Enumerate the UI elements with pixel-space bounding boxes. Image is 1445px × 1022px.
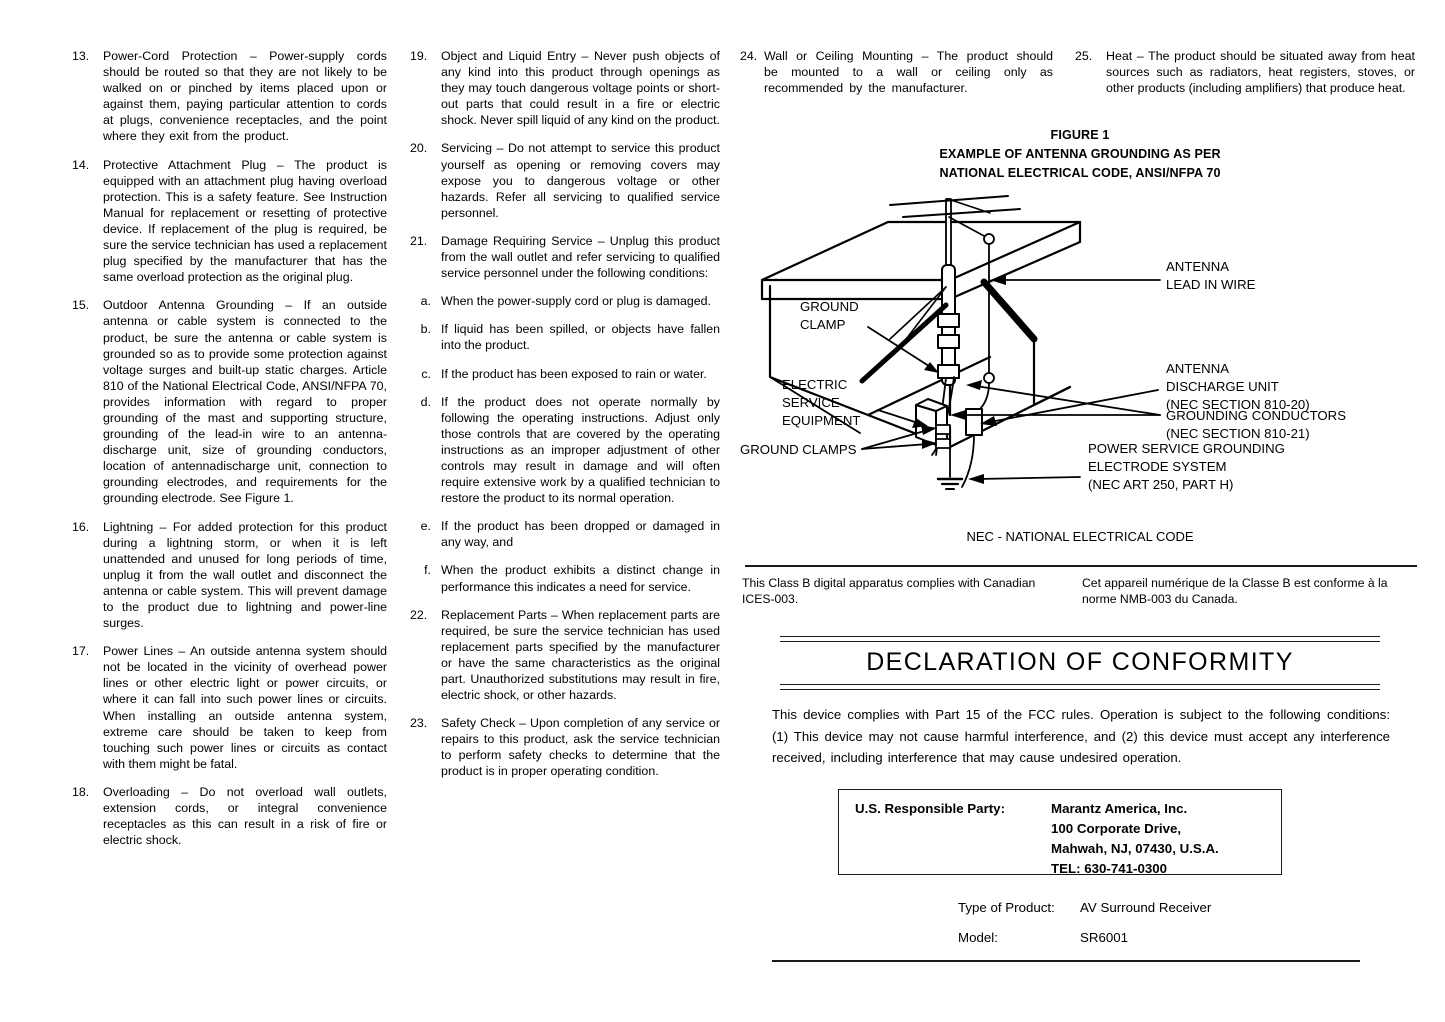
item-number: 20. <box>410 141 428 156</box>
address-line-2: 100 Corporate Drive, <box>1051 821 1182 836</box>
ices-french: Cet appareil numérique de la Classe B est conforme à la norme NMB-003 du Canada. <box>1082 576 1388 606</box>
item-number: 19. <box>410 49 428 63</box>
item-text: Damage Requiring Service – Unplug this product from the wall outlet and refer servicing to qualified service personnel under the following conditions: <box>441 233 720 281</box>
item-number: 13. <box>72 49 90 63</box>
declaration-body-text: This device complies with Part 15 of the FCC rules. Operation is subject to the following conditions: (1) This device may not cause harmful interference, and (2) this device must accept any interference received, including interference that may cause undesired operation. <box>772 707 1390 765</box>
responsible-party-content <box>839 790 1281 879</box>
safety-subitem-b <box>410 321 720 353</box>
safety-subitem-e <box>410 518 720 550</box>
item-number: 22. <box>410 607 428 622</box>
product-type-value: AV Surround Receiver <box>1080 900 1212 915</box>
antenna-grounding-diagram <box>740 187 1420 527</box>
subitem-text: If the product has been exposed to rain or water. <box>441 366 707 381</box>
label-electric-service-3: EQUIPMENT <box>782 413 861 428</box>
address-line-3: Mahwah, NJ, 07430, U.S.A. <box>1051 841 1219 856</box>
figure-title-line-3: NATIONAL ELECTRICAL CODE, ANSI/NFPA 70 <box>939 166 1221 180</box>
safety-subitem-a <box>410 293 720 309</box>
product-model-value: SR6001 <box>1080 930 1129 945</box>
item-number: 15. <box>72 298 90 313</box>
safety-item-20 <box>410 140 720 220</box>
safety-item-23 <box>410 715 720 779</box>
item-text: Outdoor Antenna Grounding – If an outside antenna or cable system is connected to the product, be sure the antenna or cable system is grounded so as to provide some protection against voltage surges and built-up static charges. Article 810 of the National Electrical Code, ANSI/NFPA 70, provides information with regard to proper grounding of the mast and supporting structure, grounding of the lead-in wire to an antenna-discharge unit, size of grounding conductors, location of antennadischarge unit, connection to grounding electrodes, and requirements for the grounding electrode. See Figure 1. <box>103 298 387 506</box>
declaration-of-conformity-block <box>740 636 1420 769</box>
item-number: 16. <box>72 519 90 534</box>
item-number: 21. <box>410 233 428 248</box>
subitem-letter: a. <box>420 294 431 309</box>
product-type-label: Type of Product: <box>958 900 1055 915</box>
label-power-service-2: ELECTRODE SYSTEM <box>1088 459 1227 474</box>
figure-1-block <box>740 126 1420 544</box>
item-text: Object and Liquid Entry – Never push objects of any kind into this product through openings as they may touch dangerous voltage points or short-out parts that could result in a fire or electric shock. Never spill liquid of any kind on the product. <box>441 49 720 128</box>
safety-item-22 <box>410 607 720 704</box>
item-text: Safety Check – Upon completion of any service or repairs to this product, ask the service technician to perform safety checks to determine that the product is in proper operating condition. <box>441 716 720 779</box>
subitem-letter: c. <box>421 366 431 381</box>
subitem-text: When the product exhibits a distinct change in performance this indicates a need for service. <box>441 563 720 594</box>
item-number: 18. <box>72 784 90 799</box>
safety-item-17 <box>72 643 387 772</box>
safety-item-13 <box>72 48 387 145</box>
ices-compliance-row <box>742 576 1420 607</box>
label-power-service-1: POWER SERVICE GROUNDING <box>1088 441 1285 456</box>
subitem-text: If the product does not operate normally by following the operating instructions. Adjust only those controls that are covered by the operating instructions as an improper adjustment of other controls may result in damage and will often require extensive work by a qualified technician to restore the product to its normal operation. <box>441 394 720 506</box>
safety-item-21 <box>410 233 720 281</box>
label-discharge-1: ANTENNA <box>1166 361 1230 376</box>
subitem-text: If liquid has been spilled, or objects have fallen into the product. <box>441 322 720 353</box>
figure-title-line-1: FIGURE 1 <box>1050 128 1110 142</box>
label-electric-service-2: SERVICE <box>782 395 840 410</box>
label-power-service-3: (NEC ART 250, PART H) <box>1088 477 1234 492</box>
subitem-letter: f. <box>424 563 431 578</box>
item-number: 23. <box>410 716 428 731</box>
address-line-1: Marantz America, Inc. <box>1051 801 1188 816</box>
item-number: 24. <box>740 49 758 63</box>
label-ground-clamp-1: GROUND <box>800 299 859 314</box>
item-text: Power Lines – An outside antenna system should not be located in the vicinity of overhead power lines or other electric light or power circuits, or where it can fall into such power lines or circuits. When installing an outside antenna system, extreme care should be taken to keep from touching such power lines or circuits as contact with them might be fatal. <box>103 644 387 771</box>
safety-item-19 <box>410 48 720 128</box>
responsible-party-address <box>1051 799 1281 879</box>
item-text: Protective Attachment Plug – The product is equipped with an attachment plug having overload protection. This is a safety feature. See Instruction Manual for replacement or resetting of protective device. If replacement of the plug is required, be sure the service technician has used a replacement plug specified by the manufacturer that has the same overload protection as the original plug. <box>103 157 387 285</box>
label-electric-service-1: ELECTRIC <box>782 377 848 392</box>
product-model-row <box>958 923 1211 953</box>
address-line-4-telephone: TEL: 630-741-0300 <box>1051 861 1168 876</box>
safety-subitem-f <box>410 562 720 594</box>
responsible-party-box <box>838 789 1282 875</box>
divider-rule-top <box>745 565 1417 567</box>
item-text: Replacement Parts – When replacement parts are required, be sure the service technician has used replacement parts specified by the manufacturer or have the same characteristics as the original part. Unauthorized substitutions may result in fire, electric shock, or other hazards. <box>441 607 720 703</box>
label-grounding-conductors-1: GROUNDING CONDUCTORS <box>1166 408 1346 423</box>
subitem-text: When the power-supply cord or plug is damaged. <box>441 294 711 309</box>
label-ground-clamp-2: CLAMP <box>800 317 846 332</box>
subitem-text: If the product has been dropped or damaged in any way, and <box>441 519 720 550</box>
safety-item-24 <box>740 48 1053 96</box>
text-column-2 <box>410 48 720 792</box>
label-discharge-2: DISCHARGE UNIT <box>1166 379 1279 394</box>
safety-subitem-d <box>410 394 720 507</box>
subitem-letter: b. <box>420 322 431 337</box>
subitem-letter: e. <box>420 519 431 534</box>
item-number: 17. <box>72 644 90 659</box>
safety-item-15 <box>72 297 387 506</box>
product-model-label: Model: <box>958 930 998 945</box>
declaration-heading: DECLARATION OF CONFORMITY <box>866 648 1294 676</box>
text-column-4 <box>1075 48 1415 108</box>
text-column-3 <box>740 48 1053 108</box>
safety-item-14 <box>72 157 387 286</box>
label-antenna-lead-in-1: ANTENNA <box>1166 259 1230 274</box>
item-text: Heat – The product should be situated away from heat sources such as radiators, heat registers, stoves, or other products (including amplifiers) that produce heat. <box>1106 49 1415 96</box>
responsible-party-label: U.S. Responsible Party: <box>855 801 1005 816</box>
declaration-rule-below <box>780 684 1380 690</box>
item-text: Lightning – For added protection for this product during a lightning storm, or when it is left unattended and unused for long periods of time, unplug it from the wall outlet and disconnect the antenna or cable system. This will prevent damage to the product due to lightning and power-line surges. <box>103 519 387 631</box>
item-number: 14. <box>72 157 90 172</box>
text-column-1 <box>72 48 387 860</box>
item-number: 25. <box>1075 49 1093 63</box>
item-text: Power-Cord Protection – Power-supply cords should be routed so that they are not likely to be walked on or pinched by items placed upon or against them, paying particular attention to cords at plugs, convenience receptacles, and the point where they exit from the product. <box>103 49 387 144</box>
safety-subitem-c <box>410 366 720 382</box>
ices-english: This Class B digital apparatus complies with Canadian ICES-003. <box>742 576 1036 606</box>
figure-title-line-2: EXAMPLE OF ANTENNA GROUNDING AS PER <box>939 147 1221 161</box>
subitem-letter: d. <box>420 394 431 409</box>
safety-item-25 <box>1075 48 1415 96</box>
product-info-rows <box>958 893 1211 953</box>
safety-item-18 <box>72 784 387 848</box>
item-text: Wall or Ceiling Mounting – The product should be mounted to a wall or ceiling only as recommended by the manufacturer. <box>764 49 1053 96</box>
item-text: Servicing – Do not attempt to service this product yourself as opening or removing covers may expose you to dangerous voltage or other hazards. Refer all servicing to qualified service personnel. <box>441 141 720 220</box>
label-discharge-3: (NEC SECTION 810-20) <box>1166 397 1310 412</box>
product-type-row <box>958 893 1211 923</box>
label-ground-clamps: GROUND CLAMPS <box>740 442 857 457</box>
label-grounding-conductors-2: (NEC SECTION 810-21) <box>1166 426 1310 441</box>
figure-title <box>740 126 1420 183</box>
safety-item-16 <box>72 519 387 632</box>
item-text: Overloading – Do not overload wall outlets, extension cords, or integral convenience receptacles as this can result in a risk of fire or electric shock. <box>103 784 387 848</box>
divider-rule-bottom <box>772 960 1360 962</box>
label-antenna-lead-in-2: LEAD IN WIRE <box>1166 277 1256 292</box>
figure-caption: NEC - NATIONAL ELECTRICAL CODE <box>966 529 1194 544</box>
